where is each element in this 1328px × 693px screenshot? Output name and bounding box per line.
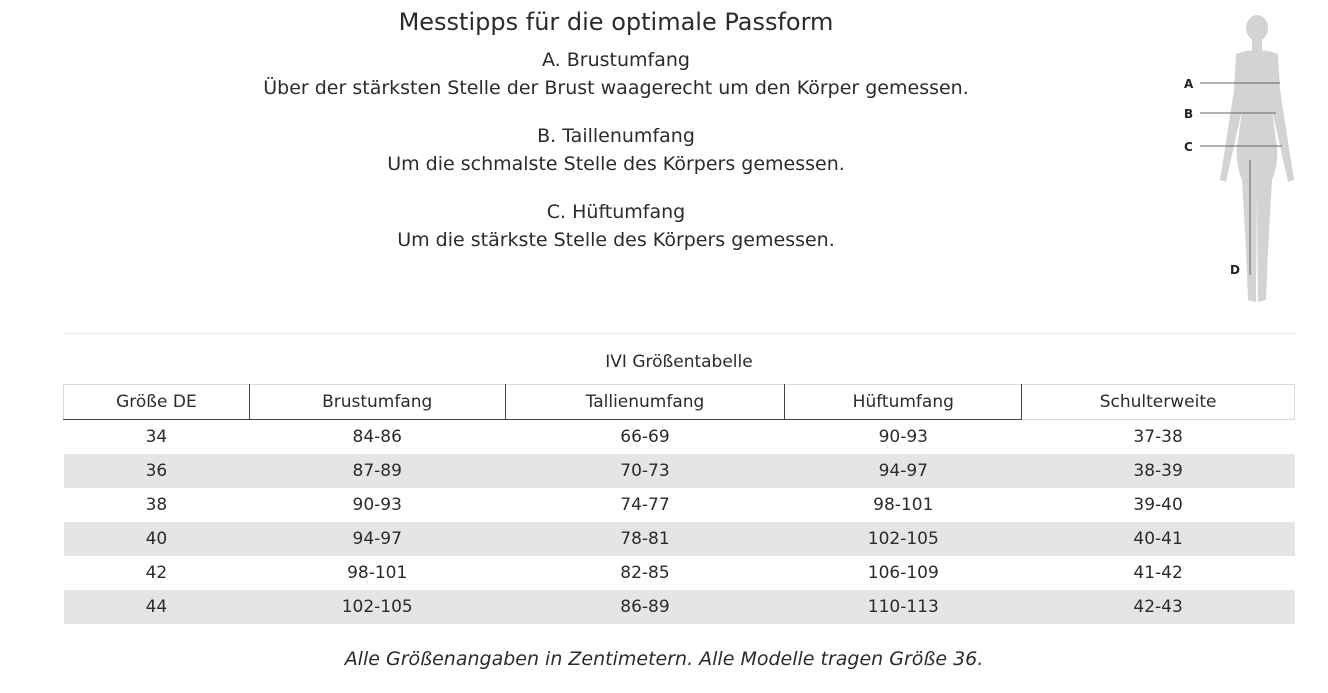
table-cell: 42	[145, 563, 168, 583]
table-cell: 40	[64, 522, 250, 556]
table-cell: 40-41	[1022, 522, 1295, 556]
table-cell: 94-97	[785, 454, 1022, 488]
table-cell: 38	[145, 495, 168, 515]
header-hip: Hüftumfang	[785, 385, 1022, 420]
table-cell: 37-38	[1133, 427, 1183, 447]
tip-title-bust: A. Brustumfang	[542, 49, 690, 71]
table-cell: 70-73	[505, 454, 785, 488]
table-row	[64, 590, 1295, 624]
table-cell: 98-101	[347, 563, 408, 583]
table-row	[64, 522, 1295, 556]
tip-title-waist: B. Taillenumfang	[537, 125, 695, 147]
size-table-title: IVI Größentabelle	[605, 352, 753, 372]
section-divider	[63, 333, 1295, 334]
table-cell: 78-81	[505, 522, 785, 556]
tip-desc-hip: Um die stärkste Stelle des Körpers gemessen.	[397, 229, 835, 251]
table-row	[64, 420, 1295, 455]
table-cell: 84-86	[352, 427, 402, 447]
table-header-row	[64, 385, 1295, 420]
table-cell: 74-77	[620, 495, 670, 515]
tip-desc-bust: Über der stärksten Stelle der Brust waagerecht um den Körper gemessen.	[263, 77, 969, 99]
table-cell: 39-40	[1133, 495, 1183, 515]
table-cell: 87-89	[249, 454, 505, 488]
tip-desc-waist: Um die schmalste Stelle des Körpers gemessen.	[387, 153, 845, 175]
figure-label-b: B	[1184, 107, 1194, 121]
header-bust: Brustumfang	[249, 385, 505, 420]
table-cell: 82-85	[620, 563, 670, 583]
table-cell: 42-43	[1022, 590, 1295, 624]
tip-title-hip: C. Hüftumfang	[546, 201, 686, 223]
table-cell: 34	[145, 427, 168, 447]
table-cell: 44	[64, 590, 250, 624]
table-row	[64, 454, 1295, 488]
table-cell: 66-69	[620, 427, 670, 447]
table-cell: 102-105	[785, 522, 1022, 556]
table-cell: 94-97	[249, 522, 505, 556]
table-cell: 36	[64, 454, 250, 488]
figure-label-a: A	[1184, 77, 1194, 91]
header-size: Größe DE	[64, 385, 250, 420]
header-waist: Tallienumfang	[505, 385, 785, 420]
table-cell: 102-105	[249, 590, 505, 624]
table-cell: 110-113	[785, 590, 1022, 624]
tips-heading: Messtipps für die optimale Passform	[398, 8, 834, 36]
header-shoulder: Schulterweite	[1022, 385, 1295, 420]
table-cell: 90-93	[878, 427, 928, 447]
size-note: Alle Größenangaben in Zentimetern. Alle Modelle tragen Größe 36.	[344, 648, 984, 670]
size-table	[63, 384, 1295, 624]
table-cell: 38-39	[1022, 454, 1295, 488]
figure-label-c: C	[1184, 140, 1193, 154]
table-row	[64, 488, 1295, 522]
table-row	[64, 556, 1295, 590]
table-cell: 98-101	[873, 495, 934, 515]
table-cell: 106-109	[867, 563, 939, 583]
table-cell: 41-42	[1133, 563, 1183, 583]
table-cell: 90-93	[352, 495, 402, 515]
table-cell: 86-89	[505, 590, 785, 624]
body-silhouette-icon	[1172, 10, 1312, 310]
figure-label-d: D	[1230, 263, 1240, 277]
